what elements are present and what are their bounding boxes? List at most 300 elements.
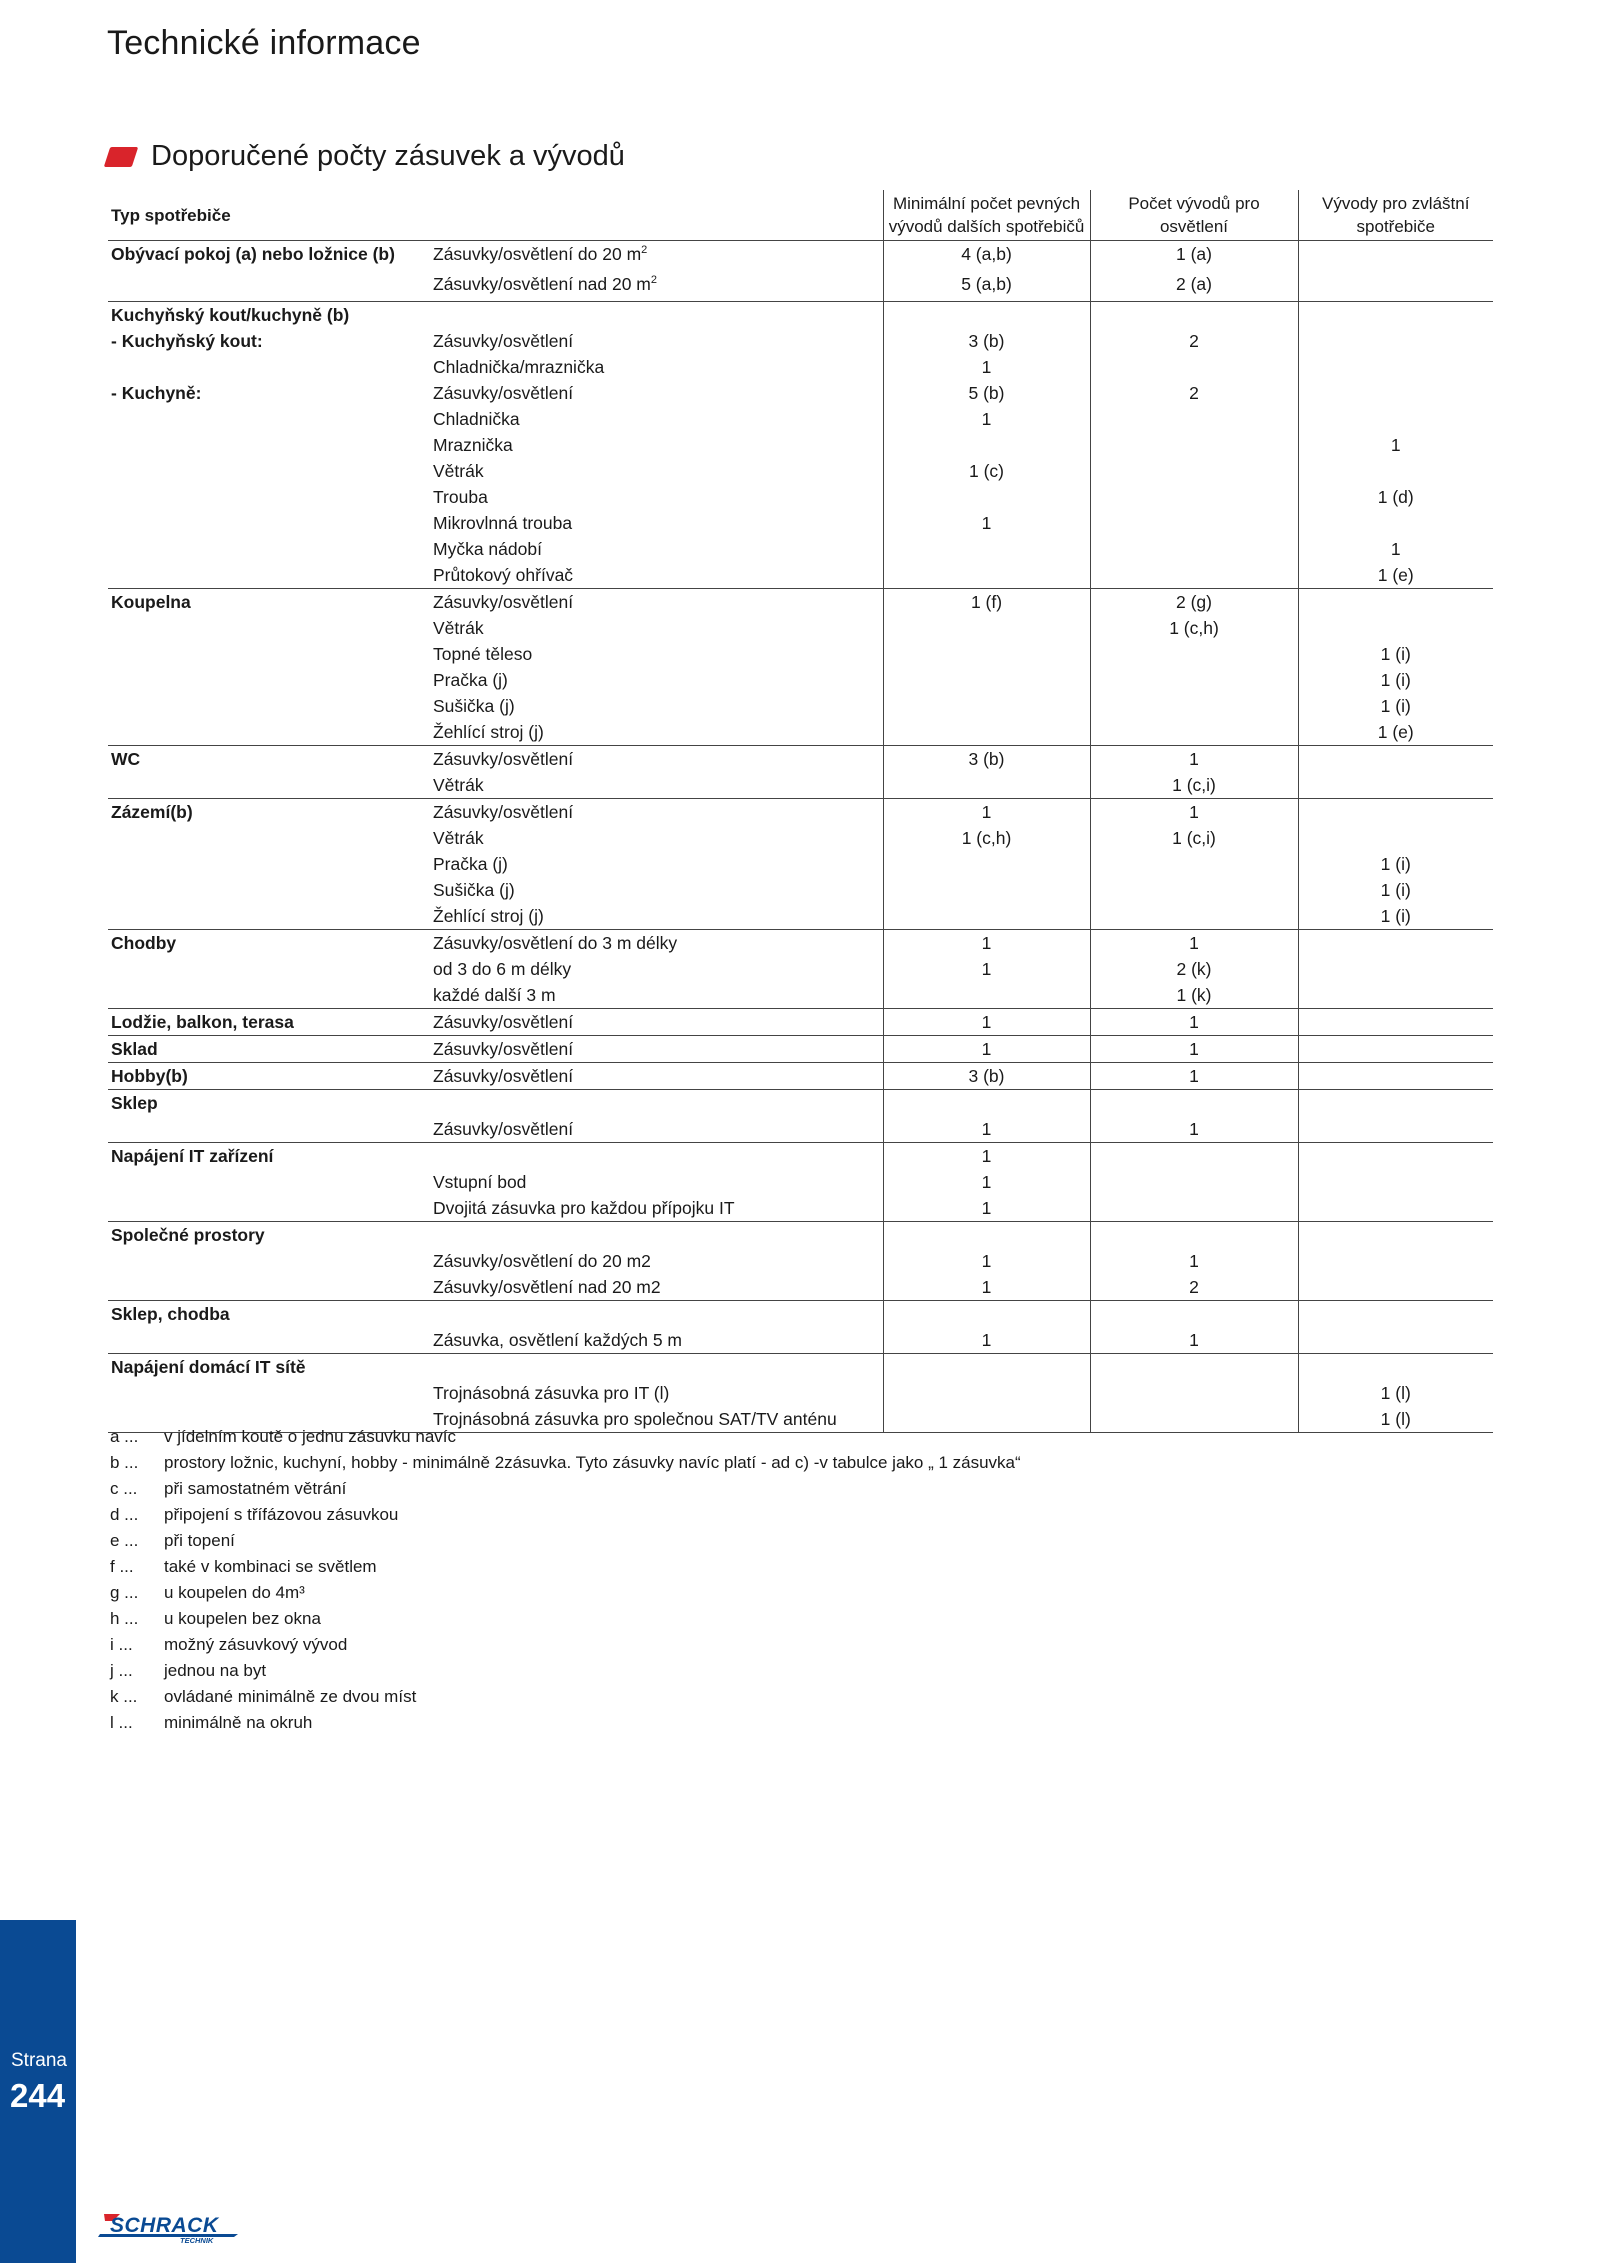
min-outlets-cell: 1 <box>883 510 1090 536</box>
table-row <box>108 641 1493 667</box>
special-outlets-cell <box>1298 1169 1493 1195</box>
footnote-key: b ... <box>110 1453 139 1472</box>
special-outlets-cell: 1 (i) <box>1298 877 1493 903</box>
table-row <box>108 1274 1493 1301</box>
footnote-row <box>110 1424 1021 1450</box>
lighting-outlets-cell <box>1090 458 1298 484</box>
min-outlets-cell <box>883 302 1090 329</box>
superscript: 2 <box>650 274 658 287</box>
min-outlets-cell: 1 <box>883 956 1090 982</box>
logo-brand: SCHRACK <box>110 2214 219 2237</box>
footnote-row <box>110 1658 1021 1684</box>
min-outlets-cell: 1 <box>883 1195 1090 1222</box>
min-outlets-cell: 1 <box>883 1327 1090 1354</box>
lighting-outlets-cell <box>1090 562 1298 589</box>
min-outlets-cell <box>883 1301 1090 1328</box>
table-row <box>108 667 1493 693</box>
room-cell <box>108 1248 430 1274</box>
lighting-outlets-cell <box>1090 693 1298 719</box>
lighting-outlets-cell <box>1090 877 1298 903</box>
lighting-outlets-cell <box>1090 432 1298 458</box>
device-cell: Větrák <box>433 461 484 481</box>
footnote-text: ovládané minimálně ze dvou míst <box>164 1687 417 1706</box>
special-outlets-cell: 1 (l) <box>1298 1380 1493 1406</box>
page-number: 244 <box>10 2077 66 2114</box>
footnote-key: c ... <box>110 1479 138 1498</box>
room-cell <box>108 1327 430 1354</box>
table-row <box>108 1248 1493 1274</box>
min-outlets-cell <box>883 1354 1090 1381</box>
footnote-row <box>110 1528 1021 1554</box>
min-outlets-cell: 1 <box>883 1169 1090 1195</box>
special-outlets-cell: 1 (e) <box>1298 562 1493 589</box>
min-outlets-cell: 1 <box>883 1274 1090 1301</box>
table-row <box>108 1222 1493 1249</box>
room-cell: Napájení IT zařízení <box>111 1146 274 1166</box>
special-outlets-cell <box>1298 1301 1493 1328</box>
room-cell: - Kuchyňský kout: <box>111 331 263 351</box>
min-outlets-cell <box>883 1380 1090 1406</box>
special-outlets-cell <box>1298 271 1493 302</box>
footnote-row <box>110 1554 1021 1580</box>
min-outlets-cell: 1 (c) <box>883 458 1090 484</box>
min-outlets-cell: 3 (b) <box>883 746 1090 773</box>
special-outlets-cell <box>1298 589 1493 616</box>
lighting-outlets-cell <box>1090 536 1298 562</box>
device-cell: Chladnička/mraznička <box>433 357 605 377</box>
min-outlets-cell <box>883 432 1090 458</box>
special-outlets-cell: 1 (i) <box>1298 641 1493 667</box>
room-cell <box>108 772 430 799</box>
device-cell: Pračka (j) <box>433 854 508 874</box>
lighting-outlets-cell: 1 (a) <box>1090 241 1298 272</box>
device-cell: Myčka nádobí <box>433 539 542 559</box>
room-cell <box>108 851 430 877</box>
min-outlets-cell: 1 <box>883 799 1090 826</box>
header-lighting-outlets: Počet vývodů pro osvětlení <box>1090 190 1298 241</box>
table-header-row <box>108 190 1493 241</box>
special-outlets-cell <box>1298 1195 1493 1222</box>
special-outlets-cell: 1 (i) <box>1298 693 1493 719</box>
table-row <box>108 1009 1493 1036</box>
lighting-outlets-cell: 2 <box>1090 380 1298 406</box>
lighting-outlets-cell: 1 (c,h) <box>1090 615 1298 641</box>
lighting-outlets-cell <box>1090 484 1298 510</box>
section-heading <box>107 140 625 173</box>
footnote-text: připojení s třífázovou zásuvkou <box>164 1505 399 1524</box>
device-cell: Chladnička <box>433 409 520 429</box>
device-cell: Topné těleso <box>433 644 533 664</box>
device-cell: Zásuvky/osvětlení <box>433 749 574 769</box>
special-outlets-cell <box>1298 1063 1493 1090</box>
min-outlets-cell: 1 <box>883 1116 1090 1143</box>
lighting-outlets-cell: 2 <box>1090 328 1298 354</box>
special-outlets-cell <box>1298 1036 1493 1063</box>
device-cell <box>430 1090 883 1117</box>
table-row <box>108 271 1493 302</box>
min-outlets-cell <box>883 903 1090 930</box>
special-outlets-cell <box>1298 1090 1493 1117</box>
room-cell: - Kuchyně: <box>111 383 202 403</box>
table-row <box>108 458 1493 484</box>
device-cell: Pračka (j) <box>433 670 508 690</box>
table-row <box>108 1354 1493 1381</box>
device-cell: Zásuvky/osvětlení <box>433 802 574 822</box>
lighting-outlets-cell <box>1090 302 1298 329</box>
footnote-text: u koupelen bez okna <box>164 1609 321 1628</box>
lighting-outlets-cell <box>1090 1406 1298 1433</box>
footnote-key: g ... <box>110 1583 139 1602</box>
special-outlets-cell <box>1298 746 1493 773</box>
table-row <box>108 1143 1493 1170</box>
lighting-outlets-cell <box>1090 510 1298 536</box>
lighting-outlets-cell <box>1090 1222 1298 1249</box>
min-outlets-cell <box>883 1090 1090 1117</box>
special-outlets-cell: 1 (e) <box>1298 719 1493 746</box>
room-cell <box>108 903 430 930</box>
lighting-outlets-cell <box>1090 406 1298 432</box>
table-row <box>108 536 1493 562</box>
footnote-text: prostory ložnic, kuchyní, hobby - minimálně 2zásuvka. Tyto zásuvky navíc platí - ad c) -v tabulce jako „ 1 zásuvka“ <box>164 1453 1021 1472</box>
footnote-key: k ... <box>110 1687 138 1706</box>
room-cell <box>108 1380 430 1406</box>
footnote-key: f ... <box>110 1557 134 1576</box>
section-marker-icon <box>104 147 138 167</box>
table-row <box>108 406 1493 432</box>
table-row <box>108 1116 1493 1143</box>
special-outlets-cell <box>1298 982 1493 1009</box>
device-cell: Sušička (j) <box>433 696 515 716</box>
device-cell: Zásuvky/osvětlení <box>430 1116 883 1143</box>
room-cell: Koupelna <box>111 592 191 612</box>
footnote-row <box>110 1710 1021 1736</box>
special-outlets-cell <box>1298 302 1493 329</box>
room-cell <box>108 615 430 641</box>
footnote-text: minimálně na okruh <box>164 1713 313 1732</box>
table-row <box>108 772 1493 799</box>
special-outlets-cell <box>1298 825 1493 851</box>
device-cell: každé další 3 m <box>430 982 883 1009</box>
table-row <box>108 1063 1493 1090</box>
min-outlets-cell <box>883 562 1090 589</box>
min-outlets-cell: 4 (a,b) <box>883 241 1090 272</box>
table-row <box>108 1090 1493 1117</box>
room-cell <box>108 667 430 693</box>
device-cell: Vstupní bod <box>433 1172 527 1192</box>
lighting-outlets-cell <box>1090 1354 1298 1381</box>
table-row <box>108 1169 1493 1195</box>
table-row <box>108 930 1493 957</box>
table-row <box>108 354 1493 380</box>
room-cell <box>108 693 430 719</box>
device-cell: Mraznička <box>433 435 513 455</box>
lighting-outlets-cell: 1 (k) <box>1090 982 1298 1009</box>
room-cell: Sklad <box>108 1036 430 1063</box>
lighting-outlets-cell: 1 (c,i) <box>1090 772 1298 799</box>
room-cell <box>108 1274 430 1301</box>
table-row <box>108 484 1493 510</box>
special-outlets-cell <box>1298 1354 1493 1381</box>
device-cell <box>430 1222 883 1249</box>
footnote-row <box>110 1450 1021 1476</box>
device-cell: Zásuvky/osvětlení <box>433 592 574 612</box>
footnote-text: možný zásuvkový vývod <box>164 1635 348 1654</box>
footnote-row <box>110 1632 1021 1658</box>
min-outlets-cell <box>883 851 1090 877</box>
lighting-outlets-cell <box>1090 354 1298 380</box>
device-cell: Zásuvky/osvětlení <box>430 1063 883 1090</box>
special-outlets-cell <box>1298 956 1493 982</box>
room-cell <box>108 536 430 562</box>
room-cell <box>108 458 430 484</box>
section-title: Doporučené počty zásuvek a vývodů <box>151 140 625 172</box>
table-row <box>108 562 1493 589</box>
table-row <box>108 615 1493 641</box>
special-outlets-cell <box>1298 1274 1493 1301</box>
device-cell: Zásuvka, osvětlení každých 5 m <box>430 1327 883 1354</box>
room-cell <box>108 1116 430 1143</box>
header-special-outlets: Vývody pro zvláštní spotřebiče <box>1298 190 1493 241</box>
special-outlets-cell <box>1298 328 1493 354</box>
footnote-key: j ... <box>110 1661 133 1680</box>
lighting-outlets-cell <box>1090 1090 1298 1117</box>
room-cell: Lodžie, balkon, terasa <box>108 1009 430 1036</box>
room-cell <box>108 562 430 589</box>
footnote-row <box>110 1580 1021 1606</box>
table-row <box>108 693 1493 719</box>
device-cell: Žehlící stroj (j) <box>430 903 883 930</box>
room-cell: Napájení domácí IT sítě <box>111 1357 306 1377</box>
lighting-outlets-cell: 1 <box>1090 1063 1298 1090</box>
device-cell: Zásuvky/osvětlení do 20 m2 <box>433 1251 651 1271</box>
table-row <box>108 956 1493 982</box>
lighting-outlets-cell <box>1090 903 1298 930</box>
room-cell <box>108 641 430 667</box>
table-row <box>108 380 1493 406</box>
min-outlets-cell: 1 <box>883 930 1090 957</box>
table-row <box>108 877 1493 903</box>
superscript: 2 <box>641 244 648 257</box>
footnote-key: d ... <box>110 1505 139 1524</box>
footnote-key: a ... <box>110 1427 139 1446</box>
device-cell <box>430 1354 883 1381</box>
special-outlets-cell <box>1298 1327 1493 1354</box>
table-row <box>108 510 1493 536</box>
table-row <box>108 1195 1493 1222</box>
logo-sub: TECHNIK <box>180 2236 214 2244</box>
room-cell: Chodby <box>111 933 177 953</box>
room-cell <box>108 877 430 903</box>
min-outlets-cell <box>883 1222 1090 1249</box>
min-outlets-cell <box>883 615 1090 641</box>
lighting-outlets-cell <box>1090 1380 1298 1406</box>
table-row <box>108 982 1493 1009</box>
footnote-row <box>110 1476 1021 1502</box>
min-outlets-cell: 1 <box>883 1143 1090 1170</box>
device-cell: Větrák <box>433 618 484 638</box>
min-outlets-cell: 1 <box>883 1036 1090 1063</box>
footnote-key: e ... <box>110 1531 139 1550</box>
table-row <box>108 719 1493 746</box>
footnote-key: l ... <box>110 1713 133 1732</box>
special-outlets-cell <box>1298 1009 1493 1036</box>
min-outlets-cell <box>883 772 1090 799</box>
table-row <box>108 825 1493 851</box>
footnote-text: u koupelen do 4m³ <box>164 1583 305 1602</box>
room-cell <box>108 982 430 1009</box>
room-cell: Hobby(b) <box>108 1063 430 1090</box>
room-cell <box>108 406 430 432</box>
special-outlets-cell: 1 <box>1298 432 1493 458</box>
room-cell <box>108 719 430 746</box>
schrack-logo-icon <box>98 2208 243 2244</box>
special-outlets-cell <box>1298 772 1493 799</box>
table-row <box>108 1327 1493 1354</box>
header-min-outlets: Minimální počet pevných vývodů dalších spotřebičů <box>883 190 1090 241</box>
lighting-outlets-cell <box>1090 1195 1298 1222</box>
room-cell <box>108 484 430 510</box>
table-row <box>108 1301 1493 1328</box>
device-cell: Zásuvky/osvětlení <box>430 1009 883 1036</box>
lighting-outlets-cell <box>1090 641 1298 667</box>
room-cell: Sklep, chodba <box>111 1304 230 1324</box>
lighting-outlets-cell <box>1090 667 1298 693</box>
device-cell: Mikrovlnná trouba <box>433 513 573 533</box>
special-outlets-cell <box>1298 1143 1493 1170</box>
table-row <box>108 851 1493 877</box>
footnote-row <box>110 1502 1021 1528</box>
room-cell <box>108 1169 430 1195</box>
device-cell: Zásuvky/osvětlení <box>433 331 574 351</box>
min-outlets-cell <box>883 719 1090 746</box>
schrack-logo <box>98 2208 243 2249</box>
special-outlets-cell: 1 (i) <box>1298 903 1493 930</box>
lighting-outlets-cell: 1 (c,i) <box>1090 825 1298 851</box>
room-cell <box>108 825 430 851</box>
device-cell: Průtokový ohřívač <box>430 562 883 589</box>
room-cell <box>108 510 430 536</box>
special-outlets-cell: 1 (i) <box>1298 851 1493 877</box>
device-cell: Zásuvky/osvětlení do 3 m délky <box>433 933 678 953</box>
page-label: Strana <box>11 2050 67 2071</box>
room-cell <box>108 271 430 302</box>
lighting-outlets-cell: 1 <box>1090 1116 1298 1143</box>
table-row <box>108 302 1493 329</box>
room-cell: Společné prostory <box>111 1225 265 1245</box>
device-cell <box>430 1301 883 1328</box>
room-cell: WC <box>111 749 141 769</box>
footnote-text: při topení <box>164 1531 235 1550</box>
lighting-outlets-cell <box>1090 851 1298 877</box>
special-outlets-cell <box>1298 615 1493 641</box>
room-cell <box>108 956 430 982</box>
device-cell: Větrák <box>430 772 883 799</box>
special-outlets-cell: 1 <box>1298 536 1493 562</box>
lighting-outlets-cell: 2 (k) <box>1090 956 1298 982</box>
lighting-outlets-cell: 1 <box>1090 746 1298 773</box>
special-outlets-cell <box>1298 1248 1493 1274</box>
lighting-outlets-cell: 1 <box>1090 1327 1298 1354</box>
min-outlets-cell <box>883 484 1090 510</box>
min-outlets-cell: 1 (c,h) <box>883 825 1090 851</box>
device-cell: Žehlící stroj (j) <box>430 719 883 746</box>
lighting-outlets-cell <box>1090 719 1298 746</box>
min-outlets-cell <box>883 693 1090 719</box>
table-row <box>108 903 1493 930</box>
special-outlets-cell <box>1298 458 1493 484</box>
room-cell: Sklep <box>111 1093 158 1113</box>
special-outlets-cell <box>1298 799 1493 826</box>
table-body <box>108 241 1493 1433</box>
device-cell: Zásuvky/osvětlení nad 20 $m^2$ <box>430 271 883 302</box>
special-outlets-cell: 1 (l) <box>1298 1406 1493 1433</box>
special-outlets-cell <box>1298 241 1493 272</box>
lighting-outlets-cell <box>1090 1301 1298 1328</box>
special-outlets-cell <box>1298 354 1493 380</box>
footnote-text: také v kombinaci se světlem <box>164 1557 377 1576</box>
table-row <box>108 589 1493 616</box>
footnote-row <box>110 1606 1021 1632</box>
device-cell: Dvojitá zásuvka pro každou přípojku IT <box>430 1195 883 1222</box>
min-outlets-cell: 1 <box>883 354 1090 380</box>
device-cell: Trojnásobná zásuvka pro společnou SAT/TV anténu <box>430 1406 883 1433</box>
min-outlets-cell <box>883 641 1090 667</box>
special-outlets-cell <box>1298 930 1493 957</box>
lighting-outlets-cell: 1 <box>1090 799 1298 826</box>
lighting-outlets-cell: 1 <box>1090 1036 1298 1063</box>
lighting-outlets-cell: 1 <box>1090 1248 1298 1274</box>
min-outlets-cell <box>883 667 1090 693</box>
min-outlets-cell <box>883 982 1090 1009</box>
min-outlets-cell: 1 <box>883 406 1090 432</box>
footnote-key: h ... <box>110 1609 139 1628</box>
device-cell: Zásuvky/osvětlení do 20 $m^2$ <box>433 244 648 264</box>
special-outlets-cell <box>1298 380 1493 406</box>
lighting-outlets-cell: 1 <box>1090 930 1298 957</box>
device-cell <box>430 302 883 329</box>
device-cell: Větrák <box>433 828 484 848</box>
special-outlets-cell <box>1298 1116 1493 1143</box>
room-cell: Obývací pokoj (a) nebo ložnice (b) <box>111 244 395 264</box>
device-cell: Zásuvky/osvětlení nad 20 m2 <box>430 1274 883 1301</box>
lighting-outlets-cell <box>1090 1143 1298 1170</box>
device-cell: Sušička (j) <box>433 880 515 900</box>
room-cell <box>108 354 430 380</box>
device-cell: Zásuvky/osvětlení <box>433 383 574 403</box>
table-row <box>108 1380 1493 1406</box>
footnote-text: v jídelním koutě o jednu zásuvku navíc <box>164 1427 456 1446</box>
footnote-row <box>110 1684 1021 1710</box>
lighting-outlets-cell: 2 (a) <box>1090 271 1298 302</box>
table-row <box>108 328 1493 354</box>
room-cell: Zázemí(b) <box>111 802 193 822</box>
min-outlets-cell <box>883 877 1090 903</box>
header-type: Typ spotřebiče <box>108 190 883 241</box>
lighting-outlets-cell <box>1090 1169 1298 1195</box>
min-outlets-cell: 3 (b) <box>883 328 1090 354</box>
room-cell <box>108 1195 430 1222</box>
device-cell: Trojnásobná zásuvka pro IT (l) <box>433 1383 670 1403</box>
min-outlets-cell: 3 (b) <box>883 1063 1090 1090</box>
special-outlets-cell <box>1298 510 1493 536</box>
footnote-key: i ... <box>110 1635 133 1654</box>
footnote-text: jednou na byt <box>164 1661 267 1680</box>
table-row <box>108 241 1493 272</box>
table-row <box>108 1036 1493 1063</box>
min-outlets-cell <box>883 536 1090 562</box>
device-cell: Zásuvky/osvětlení <box>430 1036 883 1063</box>
special-outlets-cell <box>1298 406 1493 432</box>
